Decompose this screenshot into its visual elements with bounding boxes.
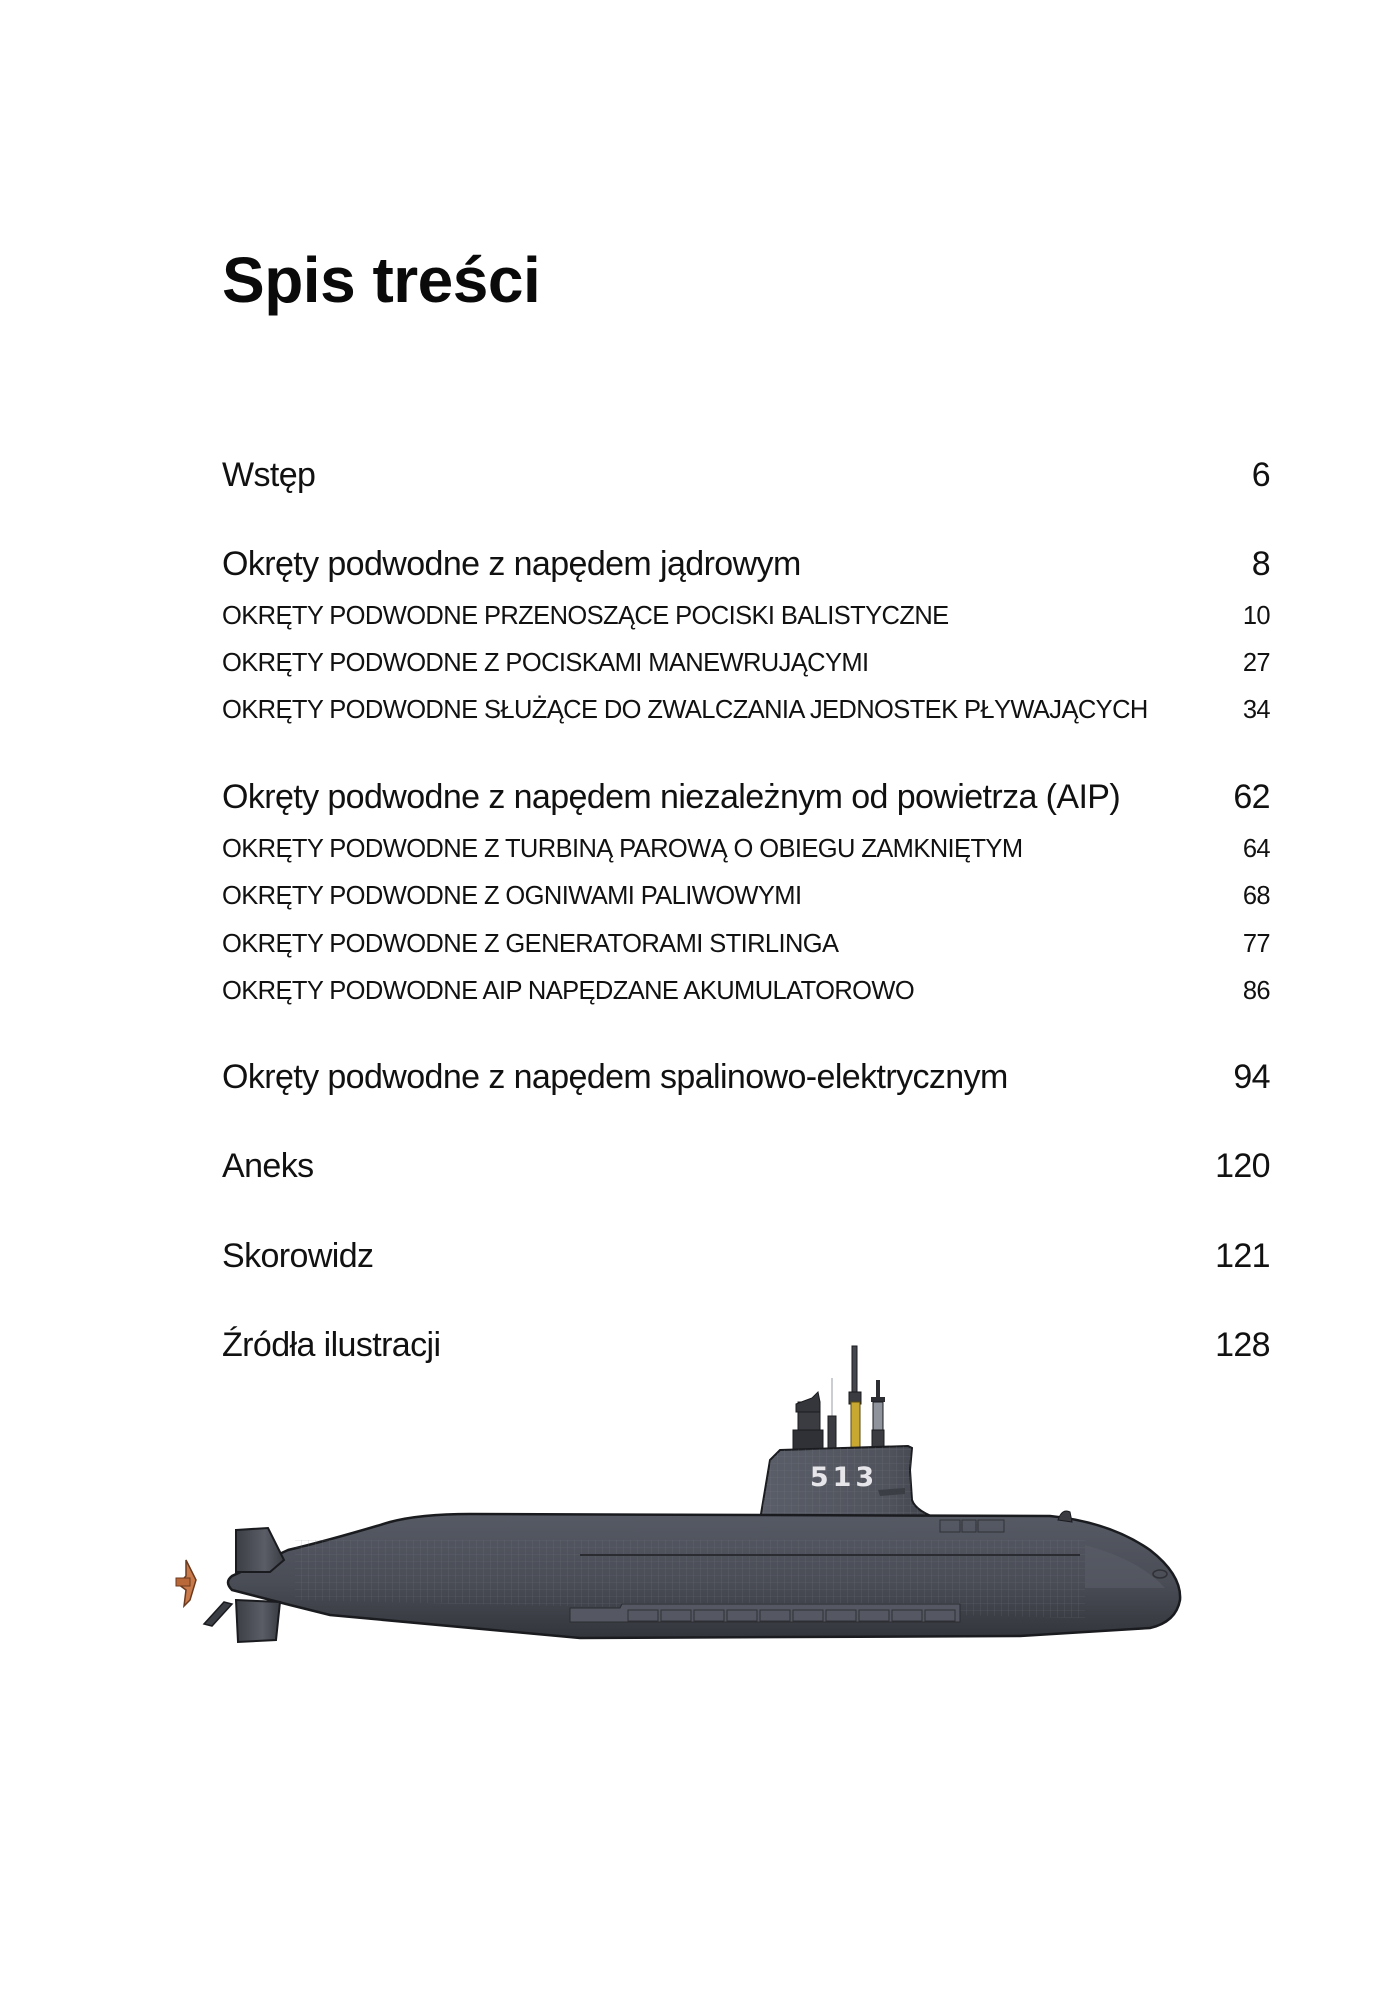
toc-entry-label: Okręty podwodne z napędem jądrowym xyxy=(222,545,801,583)
toc-subentry[interactable] xyxy=(222,835,1270,864)
toc-entry[interactable] xyxy=(222,1147,1270,1186)
toc-entry-label: Skorowidz xyxy=(222,1237,374,1275)
toc-subentry[interactable] xyxy=(222,977,1270,1006)
toc-entry[interactable] xyxy=(222,545,1270,584)
toc-entry[interactable] xyxy=(222,456,1270,495)
toc-entry-label: OKRĘTY PODWODNE Z POCISKAMI MANEWRUJĄCYMI xyxy=(222,649,869,677)
toc-entry-page: 86 xyxy=(1242,977,1270,1005)
toc-entry-page: 77 xyxy=(1242,930,1270,958)
toc-entry-page: 27 xyxy=(1242,649,1270,677)
toc-entry-page: 94 xyxy=(1233,1058,1270,1096)
toc-entry-page: 8 xyxy=(1251,545,1270,583)
toc-subentry[interactable] xyxy=(222,649,1270,678)
toc-entry[interactable] xyxy=(222,1237,1270,1276)
toc-entry-label: OKRĘTY PODWODNE SŁUŻĄCE DO ZWALCZANIA JEDNOSTEK PŁYWAJĄCYCH xyxy=(222,696,1148,724)
toc-entry-label: Okręty podwodne z napędem niezależnym od powietrza (AIP) xyxy=(222,778,1121,816)
toc-subentry[interactable] xyxy=(222,882,1270,911)
toc-entry-label: Źródła ilustracji xyxy=(222,1326,441,1364)
toc-entry[interactable] xyxy=(222,778,1270,817)
toc-entry-label: OKRĘTY PODWODNE Z TURBINĄ PAROWĄ O OBIEGU ZAMKNIĘTYM xyxy=(222,835,1023,863)
hull xyxy=(228,1511,1180,1638)
page-title: Spis treści xyxy=(222,244,541,316)
toc-entry-page: 64 xyxy=(1242,835,1270,863)
hull-number: 513 xyxy=(809,1462,879,1493)
toc-subentry[interactable] xyxy=(222,930,1270,959)
toc-entry-label: Okręty podwodne z napędem spalinowo-elektrycznym xyxy=(222,1058,1008,1096)
toc-entry-page: 128 xyxy=(1215,1326,1270,1364)
toc-entry-page: 6 xyxy=(1251,456,1270,494)
toc-entry-page: 62 xyxy=(1233,778,1270,816)
toc-entry-page: 121 xyxy=(1215,1237,1270,1275)
toc-entry-label: Wstęp xyxy=(222,456,316,494)
propeller-icon xyxy=(176,1560,196,1606)
toc-entry-label: Aneks xyxy=(222,1147,314,1185)
toc-entry-label: OKRĘTY PODWODNE Z OGNIWAMI PALIWOWYMI xyxy=(222,882,802,910)
toc-subentry[interactable] xyxy=(222,696,1270,725)
masts xyxy=(793,1346,885,1458)
toc-entry-label: OKRĘTY PODWODNE AIP NAPĘDZANE AKUMULATOROWO xyxy=(222,977,915,1005)
submarine-illustration xyxy=(160,1340,1200,1660)
toc-subentry[interactable] xyxy=(222,602,1270,631)
toc-entry-page: 10 xyxy=(1242,602,1270,630)
sail xyxy=(760,1446,942,1520)
toc-entry-page: 34 xyxy=(1242,696,1270,724)
toc-entry-label: OKRĘTY PODWODNE PRZENOSZĄCE POCISKI BALISTYCZNE xyxy=(222,602,949,630)
toc-entry-page: 120 xyxy=(1215,1147,1270,1185)
toc-entry-label: OKRĘTY PODWODNE Z GENERATORAMI STIRLINGA xyxy=(222,930,839,958)
toc-entry-page: 68 xyxy=(1242,882,1270,910)
toc-entry[interactable] xyxy=(222,1058,1270,1097)
